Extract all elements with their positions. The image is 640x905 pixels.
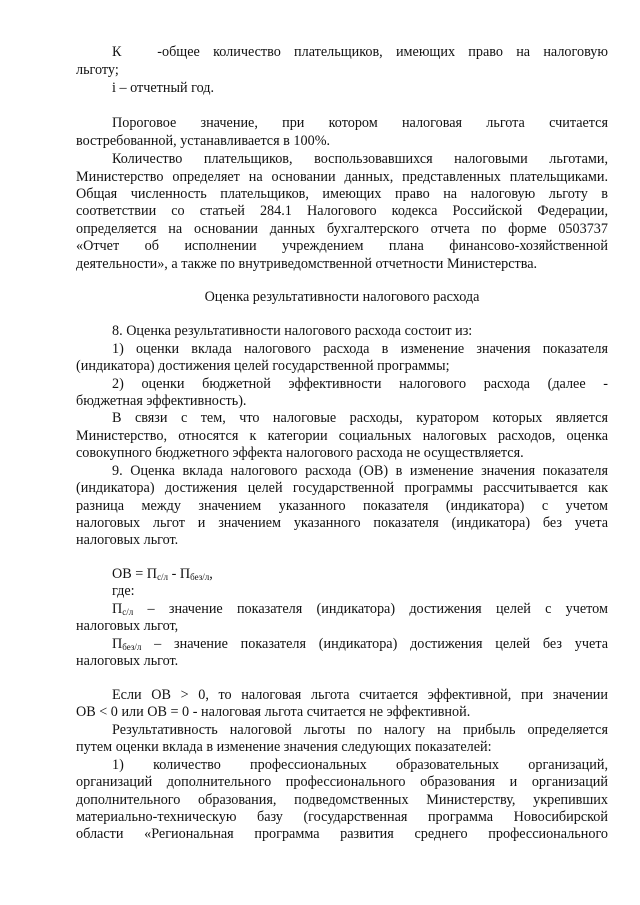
payers-line-5: определяется на основании данных бухгалтерского отчета по форме 0503737 xyxy=(76,221,608,237)
p9-line-5: налоговых льгот. xyxy=(76,532,179,548)
p8-item1-line-2: (индикатора) достижения целей государственной программы; xyxy=(76,358,450,374)
eff-line-1: Если ОВ > 0, то налоговая льгота считается эффективной, при значении xyxy=(112,687,608,703)
p9-line-3: разница между значением указанного показателя (индикатора) с учетом xyxy=(76,498,608,514)
def-without-line-1: $П_{без/л}$ – значение показателя (индикатора) достижения целей без учета xyxy=(112,636,608,652)
section-title: Оценка результативности налогового расхода xyxy=(204,289,480,305)
item1-line-3: дополнительного образования, подведомственных Министерству, укрепивших xyxy=(76,792,608,808)
p9-line-1: 9. Оценка вклада налогового расхода (ОВ) в изменение значения показателя xyxy=(112,463,608,479)
eff-line-2: ОВ < 0 или ОВ = 0 - налоговая льгота считается не эффективной. xyxy=(76,704,471,720)
formula: ОВ = $П_{с/л} - П_{без/л}$, xyxy=(112,566,213,582)
k-term: К - xyxy=(112,44,162,60)
p8-note-line-3: совокупного бюджетного эффекта налогового расхода не осуществляется. xyxy=(76,445,524,461)
p8-item1-line-1: 1) оценки вклада налогового расхода в изменение значения показателя xyxy=(112,341,608,357)
payers-line-3: Общая численность плательщиков, имеющих право на налоговую льготу в xyxy=(76,186,608,202)
k-definition-line-2: льготу; xyxy=(76,62,119,78)
payers-line-1: Количество плательщиков, воспользовавшихся налоговыми льготами, xyxy=(112,151,608,167)
threshold-line-2: востребованной, устанавливается в 100%. xyxy=(76,133,331,149)
def-with-line-1: $П_{с/л}$ – значение показателя (индикатора) достижения целей с учетом xyxy=(112,601,608,617)
payers-line-6: «Отчет об исполнении учреждением плана финансово-хозяйственной xyxy=(76,238,608,254)
formula-where: где: xyxy=(112,583,135,599)
item1-line-1: 1) количество профессиональных образовательных организаций, xyxy=(112,757,608,773)
p9-line-2: (индикатора) достижения целей государственной программы рассчитывается как xyxy=(76,480,608,496)
item1-line-4: материально-техническую базу (государственная программа Новосибирской xyxy=(76,809,608,825)
def-without-line-2: налоговых льгот. xyxy=(76,653,179,669)
payers-line-7: деятельности», а также по внутриведомственной отчетности Министерства. xyxy=(76,256,538,272)
result-line-2: путем оценки вклада в изменение значения следующих показателей: xyxy=(76,739,492,755)
p9-line-4: налоговых льгот и значением указанного показателя (индикатора) без учета xyxy=(76,515,608,531)
item1-line-5: области «Региональная программа развития среднего профессионального xyxy=(76,826,608,842)
threshold-line-1: Пороговое значение, при котором налоговая льгота считается xyxy=(112,115,608,131)
item1-line-2: организаций дополнительного профессионального образования и организаций xyxy=(76,774,608,790)
payers-line-2: Министерство определяет на основании данных, представленных плательщиками. xyxy=(76,169,608,185)
result-line-1: Результативность налоговой льготы по налогу на прибыль определяется xyxy=(112,722,608,738)
def-with-line-2: налоговых льгот, xyxy=(76,618,179,634)
formula-sub-with: с/л xyxy=(157,572,169,582)
p8-item2-line-2: бюджетная эффективность). xyxy=(76,393,247,409)
payers-line-4: соответствии со статьей 284.1 Налогового кодекса Российской Федерации, xyxy=(76,203,608,219)
k-definition-line-1: К -общее количество плательщиков, имеющих право на налоговую xyxy=(112,44,608,60)
i-definition: i – отчетный год. xyxy=(112,80,215,96)
p8-item2-line-1: 2) оценки бюджетной эффективности налогового расхода (далее - xyxy=(112,376,608,392)
p8-note-line-2: Министерство, относятся к категории социальных налоговых расходов, оценка xyxy=(76,428,608,444)
p8-note-line-1: В связи с тем, что налоговые расходы, куратором которых является xyxy=(112,410,608,426)
p8-intro: 8. Оценка результативности налогового расхода состоит из: xyxy=(112,323,473,339)
formula-sub-without: без/л xyxy=(190,572,210,582)
